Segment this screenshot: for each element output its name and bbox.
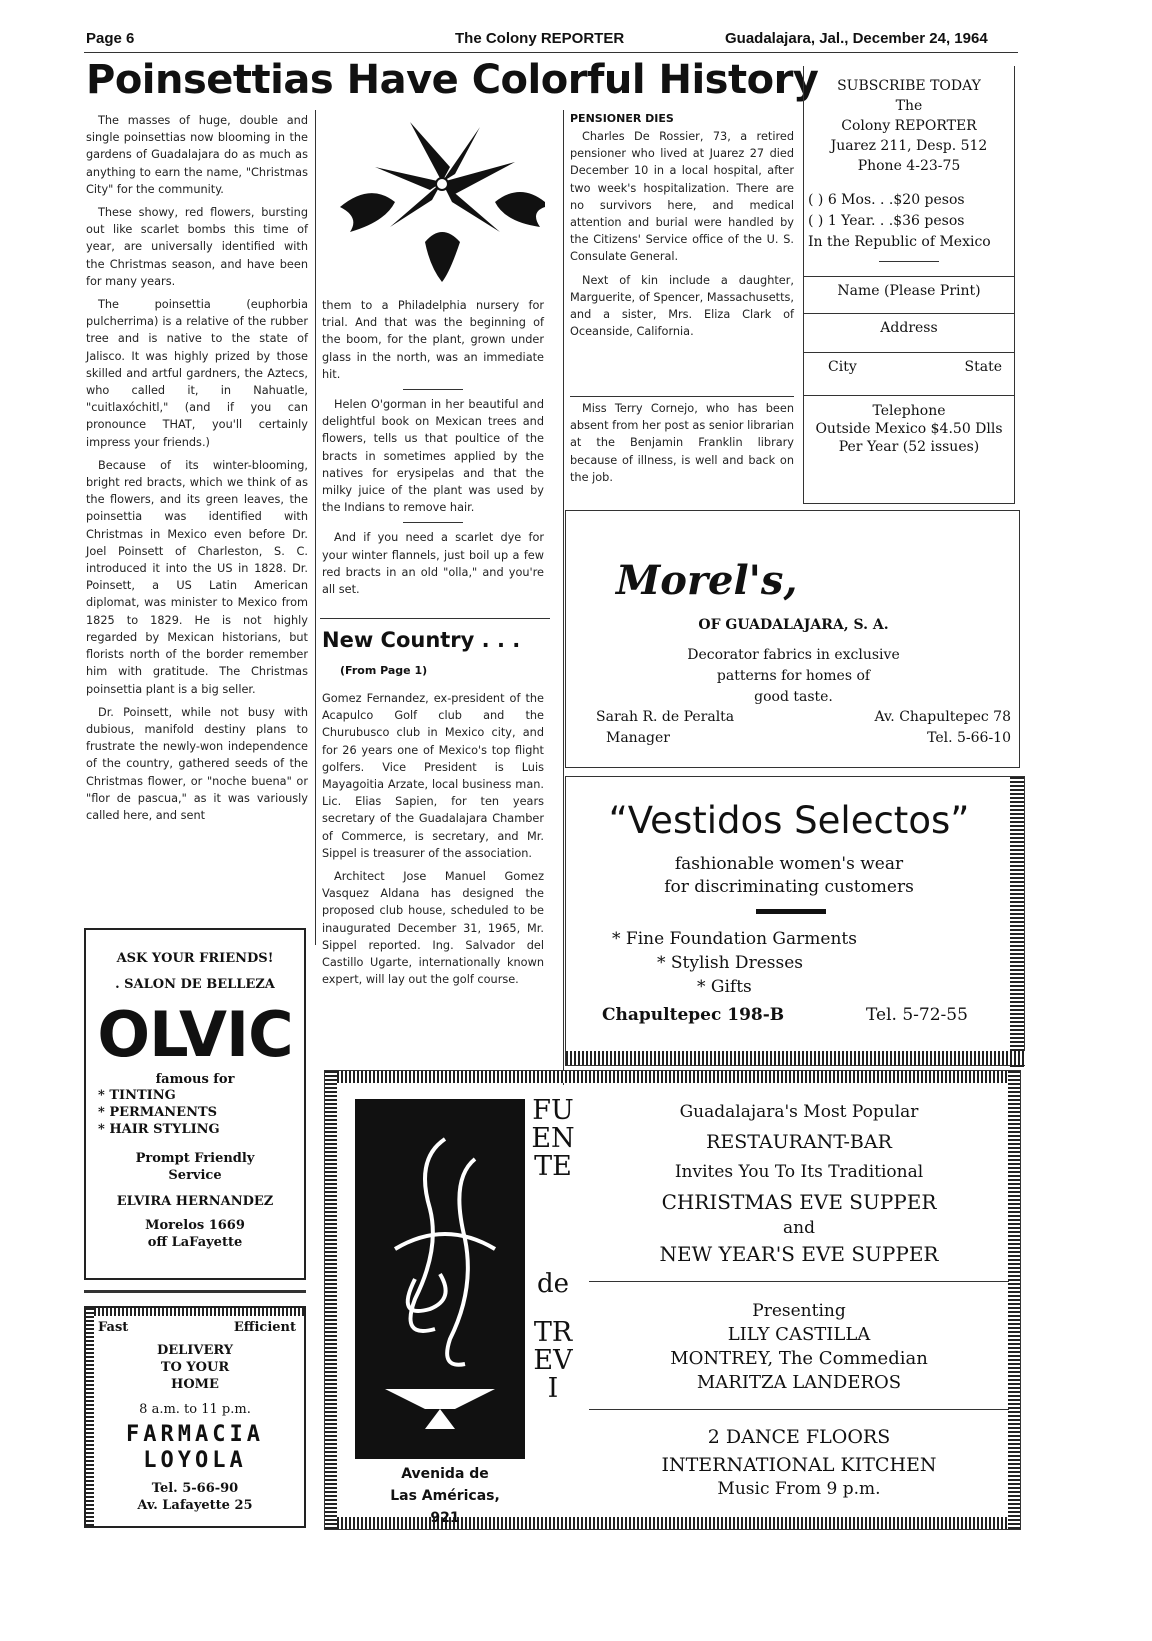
olvic-ask: ASK YOUR FRIENDS!	[116, 951, 274, 966]
fuente-line: RESTAURANT-BAR	[706, 1131, 892, 1153]
morels-name: Sarah R. de Peralta	[596, 709, 735, 725]
per-year: Per Year (52 issues)	[838, 439, 980, 455]
morels-tel: Tel. 5-66-10	[927, 730, 1011, 746]
article-paragraph: Miss Terry Cornejo, who has been absent from her post as senior librarian at the Benjamin Franklin library because of illness, is well and back on the job.	[570, 402, 794, 484]
olvic-address: off LaFayette	[147, 1235, 243, 1250]
vestidos-ad	[565, 776, 1025, 1066]
fuente-feature: 2 DANCE FLOORS	[707, 1426, 891, 1448]
olvic-salon: . SALON DE BELLEZA	[115, 977, 275, 992]
poinsettia-illustration	[330, 112, 555, 292]
olvic-address: Morelos 1669	[145, 1218, 245, 1233]
border-hatch	[566, 1051, 1026, 1065]
farmacia-fast: Fast	[98, 1320, 129, 1335]
fuente-logo-panel	[355, 1099, 525, 1459]
divider	[589, 1281, 1009, 1282]
fuente-ad	[324, 1070, 1021, 1530]
fuente-feature: Music From 9 p.m.	[717, 1479, 881, 1499]
subscribe-line: The	[895, 98, 923, 114]
fuente-line: CHRISTMAS EVE SUPPER	[661, 1190, 937, 1214]
olvic-svc: Service	[168, 1168, 222, 1183]
section-rule	[320, 618, 550, 619]
morels-desc: Decorator fabrics in exclusive	[687, 647, 900, 663]
terry-note	[570, 400, 794, 492]
divider	[403, 522, 463, 523]
morels-logo: Morel's,	[616, 557, 798, 604]
column-rule	[563, 110, 564, 1085]
fuente-performer: LILY CASTILLA	[727, 1324, 871, 1345]
address-field[interactable]: Address	[804, 313, 1014, 352]
article-paragraph: Because of its winter-blooming, bright red bracts, which we think of as the flowers, and its green leaves, the poinsettia was identified with Christmas in Mexico even before Dr. Joel Poinsett of Charleston, S. C. introduced it into the US in 1828. Dr. Poinsett, a US Latin American diplomat, was minister to Mexico from 1825 to 1829. He is not highly regarded by Mexican historians, but florists north of the border remember him with gratitude. The Christmas poinsettia plant is a big seller.	[86, 458, 308, 696]
pensioner-body	[570, 128, 794, 346]
vestidos-sub: for discriminating customers	[664, 877, 914, 897]
header-rule	[84, 52, 1018, 53]
divider	[84, 1290, 306, 1293]
column-rule	[315, 110, 316, 945]
article-paragraph: Charles De Rossier, 73, a retired pensioner who lived at Juarez 27 died December 10 in a local hospital, after two week's hospitalization. There are no survivors here, and medical attention and burial were handled by the Citizens' Service office of the U. S. Consulate General.	[570, 130, 794, 264]
phone-field[interactable]: Telephone	[872, 403, 946, 419]
fuente-vertical: FUENTE	[531, 1095, 575, 1182]
farmacia-line: DELIVERY	[156, 1343, 234, 1358]
vestidos-sub: fashionable women's wear	[674, 854, 904, 874]
fuente-line: Guadalajara's Most Popular	[679, 1102, 919, 1122]
fuente-presenting: Presenting	[752, 1301, 846, 1321]
fuente-feature: INTERNATIONAL KITCHEN	[661, 1454, 937, 1476]
farmacia-name: LOYOLA	[143, 1448, 247, 1473]
article-paragraph: Gomez Fernandez, ex-president of the Acapulco Golf club and the Churubusco club in Mexico city, and for 26 years one of Mexico's top flight golfers. Vice President is Luis Mayagoitia Arzate, local business man. Lic. Elias Sapien, for ten years secretary of the Guadalajara Chamber of Commerce, is secretary, and Mr. Sippel is treasurer of the association.	[322, 692, 544, 860]
article-paragraph: Helen O'gorman in her beautiful and delightful book on Mexican trees and flowers, tells us that poultice of the bracts in sometimes applied by the natives for erysipelas and that the milky juice of the plant was used by the Indians to remove hair.	[322, 398, 544, 515]
article-paragraph: Next of kin include a daughter, Marguerite, of Spencer, Massachusetts, and a sister, Mrs. Eliza Clark of Oceanside, California.	[570, 273, 794, 339]
article-paragraph: Architect Jose Manuel Gomez Vasquez Aldana has designed the proposed club house, scheduled to be inaugurated December 31, 1965, Mr. Sippel reported. Ing. Salvador del Castillo Ugarte, internationally known expert, will lay out the golf course.	[322, 870, 544, 987]
farmacia-address: Av. Lafayette 25	[137, 1498, 253, 1513]
border-hatch	[1008, 1071, 1020, 1529]
article-paragraph: The poinsettia (euphorbia pulcherrima) is a relative of the rubber tree and is native to the state of Jalisco. It was highly prized by those skilled and artful gardners, the Aztecs, who called it, in Nahuatle, "cuitlaxóchitl," (and if you can pronounce THAT, you'll certainly impress your friends.)	[86, 298, 308, 449]
section-rule	[570, 396, 794, 397]
new-country-body	[322, 690, 544, 994]
vestidos-item: * Gifts	[697, 977, 752, 997]
farmacia-hours: 8 a.m. to 11 p.m.	[139, 1402, 251, 1417]
article-paragraph: them to a Philadelphia nursery for trial. And that was the beginning of the boom, for the plant, grown under glass in the north, was an immediate hit.	[322, 299, 544, 381]
subscribe-option-1yr[interactable]: ( ) 1 Year. . .$36 pesos	[808, 213, 965, 229]
state-field[interactable]: State	[964, 359, 1002, 375]
fuente-address: Avenida de	[401, 1466, 489, 1482]
fuente-de: de	[536, 1269, 570, 1299]
vestidos-item: * Stylish Dresses	[657, 953, 803, 973]
article-column-1	[86, 112, 308, 830]
farmacia-line: TO YOUR	[160, 1360, 230, 1375]
olvic-famous: famous for	[155, 1072, 235, 1087]
subscribe-box	[803, 66, 1015, 504]
article-paragraph: The masses of huge, double and single poinsettias now blooming in the gardens of Guadalajara do as much as anything to earn the name, "Christmas City" for the community.	[86, 114, 308, 196]
fuente-address: Las Américas, 921	[390, 1488, 500, 1526]
morels-sub: OF GUADALAJARA, S. A.	[698, 617, 889, 633]
fuente-performer: MARITZA LANDEROS	[696, 1372, 902, 1393]
border-hatch	[86, 1308, 304, 1316]
subscribe-phone: Phone 4-23-75	[857, 158, 961, 174]
divider	[589, 1409, 1009, 1410]
article-paragraph: And if you need a scarlet dye for your winter flannels, just boil up a few red bracts in an old "olla," and you're all set.	[322, 531, 544, 597]
border-hatch	[325, 1071, 337, 1529]
farmacia-name: FARMACIA	[126, 1422, 264, 1447]
farmacia-ad	[84, 1306, 306, 1528]
subscribe-address: Juarez 211, Desp. 512	[830, 138, 988, 154]
fuente-performer: MONTREY, The Commedian	[670, 1348, 928, 1369]
divider	[403, 389, 463, 390]
new-country-title: New Country . . .	[322, 628, 521, 652]
fuente-line: and	[783, 1218, 815, 1238]
pensioner-title: PENSIONER DIES	[570, 112, 674, 125]
fuente-logo	[355, 1099, 525, 1459]
headline: Poinsettias Have Colorful History	[86, 57, 819, 103]
olvic-owner: ELVIRA HERNANDEZ	[116, 1194, 274, 1209]
vestidos-address: Chapultepec 198-B	[602, 1005, 785, 1025]
subscribe-line: SUBSCRIBE TODAY	[837, 78, 981, 94]
morels-ad	[565, 510, 1020, 768]
olvic-svc: Prompt Friendly	[135, 1151, 255, 1166]
olvic-service: * TINTING	[98, 1088, 176, 1103]
morels-address: Av. Chapultepec 78	[874, 709, 1011, 725]
morels-role: Manager	[606, 730, 670, 746]
vestidos-tel: Tel. 5-72-55	[866, 1005, 968, 1025]
divider	[756, 909, 826, 914]
name-field[interactable]: Name (Please Print)	[804, 276, 1014, 313]
article-column-2	[322, 297, 544, 604]
morels-desc: good taste.	[754, 689, 833, 705]
article-paragraph: These showy, red flowers, bursting out like scarlet bombs this time of year, are universally identified with the Christmas season, and have been for many years.	[86, 206, 308, 288]
border-hatch	[1010, 777, 1024, 1067]
paper-name: The Colony REPORTER	[455, 30, 625, 47]
city-field[interactable]: City	[828, 359, 857, 375]
fuente-line: NEW YEAR'S EVE SUPPER	[659, 1242, 939, 1266]
vestidos-title: “Vestidos Selectos”	[608, 799, 970, 842]
farmacia-efficient: Efficient	[233, 1320, 296, 1335]
olvic-name: OLVIC	[97, 998, 293, 1071]
olvic-ad	[84, 928, 306, 1280]
olvic-service: * PERMANENTS	[98, 1105, 218, 1120]
border-hatch	[325, 1071, 1019, 1083]
vestidos-item: * Fine Foundation Garments	[612, 929, 857, 949]
morels-desc: patterns for homes of	[716, 668, 871, 684]
fuente-line: Invites You To Its Traditional	[674, 1162, 924, 1182]
new-country-from: (From Page 1)	[340, 664, 428, 677]
subscribe-option-6mo[interactable]: ( ) 6 Mos. . .$20 pesos	[808, 192, 965, 208]
outside-price: Outside Mexico $4.50 Dlls	[815, 421, 1003, 437]
farmacia-tel: Tel. 5-66-90	[151, 1481, 239, 1496]
subscribe-option-note: In the Republic of Mexico	[808, 234, 991, 250]
subscribe-line: Colony REPORTER	[841, 118, 977, 134]
olvic-service: * HAIR STYLING	[98, 1122, 220, 1137]
article-paragraph: Dr. Poinsett, while not busy with dubious, manifold destiny plans to frustrate the newly-won independence of the country, gathered seeds of the Christmas flower, or "noche buena" or "flor de pascua," as it was variously called here, and sent	[86, 705, 308, 822]
divider	[879, 261, 939, 262]
page-number: Page 6	[86, 30, 135, 47]
farmacia-line: HOME	[171, 1377, 219, 1392]
fuente-vertical: TREVI	[533, 1317, 573, 1404]
dateline: Guadalajara, Jal., December 24, 1964	[725, 30, 988, 47]
